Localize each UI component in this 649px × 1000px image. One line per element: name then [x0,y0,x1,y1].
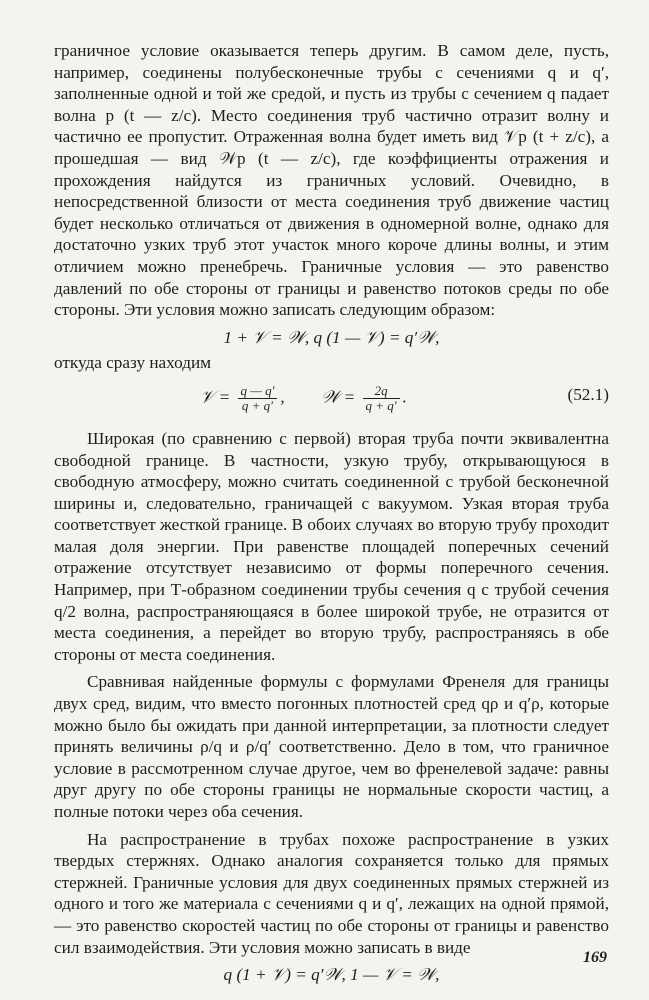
reflection-coefficient-symbol: 𝒱 = [200,387,231,407]
formula-separator: , [280,387,285,407]
formula-boundary-equations: 1 + 𝒱 = 𝒲, q (1 — 𝒱) = q′𝒲, [223,327,440,347]
equation-number: (52.1) [567,384,609,404]
transmission-denominator: q + q′ [365,397,397,413]
transmission-coefficient-symbol: 𝒲 = [321,387,356,407]
reflection-denominator: q + q′ [241,397,274,413]
paragraph-boundary-conditions: граничное условие оказывается теперь другим. В самом деле, пусть, например, соединены полубесконечные трубы с сечениями q и q′, заполненные одной и той же средой, и пусть из трубы с сечением q падает волна p (t — z/c). Место соединения труб частично отразит волну и частично ее пропустит. Отраженная волна будет иметь вид 𝒱p (t + z/c), а прошедшая — вид 𝒲p (t — z/c), где коэффициенты отражения и прохождения найдутся из граничных условий. Очевидно, в непосредственной близости от места соединения труб движение частиц будет несколько отличаться от движения в одномерной волне, однако для достаточно узких труб этот участок много короче длины волны, и этим отличием можно пренебречь. Граничные условия — это равенство давлений по обе стороны от границы и равенство потоков среды по обе стороны. Эти условия можно записать следующим образом: [54,41,609,320]
reflection-fraction [238,384,278,413]
paragraph-wide-narrow-tubes: Широкая (по сравнению с первой) вторая труба почти эквивалентна свободной границе. В частности, узкую трубу, открывающуюся в свободную атмосферу, можно считать соединенной с трубой бесконечной ширины и, следовательно, граничащей с вакуумом. Узкая вторая труба соответствует жесткой границе. В обоих случаях во вторую трубу проходит малая доля энергии. При равенстве площадей поперечных сечений отражение отсутствует независимо от формы поперечного сечения. Например, при Т-образном соединении трубы сечения q с трубой сечения q/2 волна, распространяющаяся в более широкой трубе, не отразится от места соединения, а перейдет во вторую трубу, распространяясь в обе стороны от места соединения. [54,428,609,664]
page-number: 169 [583,949,607,966]
formula-end-period: . [402,387,407,407]
paragraph-fresnel-comparison: Сравнивая найденные формулы с формулами Френеля для границы двух сред, видим, что вместо погонных плотностей сред qρ и q′ρ, которые можно было бы ожидать при данной интерпретации, за плотности следует принять величины ρ/q и ρ/q′ соответственно. Дело в том, что граничное условие в рассмотренном случае другое, чем во френелевой задаче: равны друг другу по обе стороны границы не нормальные скорости частиц, а полные потоки через оба сечения. [54,672,609,821]
text-find-coefficients: откуда сразу находим [54,353,212,373]
formula-52-1-expression [200,384,407,413]
formula-reflection-transmission [54,378,609,414]
reflection-numerator: q — q′ [238,384,278,399]
formula-rod-conditions: q (1 + 𝒱) = q′𝒲, 1 — 𝒱 = 𝒲, [223,965,440,985]
paragraph-solid-rods: На распространение в трубах похоже распространение в узких твердых стержнях. Однако аналогия сохраняется только для прямых стержней. Граничные условия для двух соединенных прямых стержней из одного и того же материала с сечениями q и q′, лежащих на одной прямой, — это равенство скоростей частиц по обе стороны от границы и равенство сил взаимодействия. Эти условия можно записать в виде [54,829,609,957]
transmission-fraction [363,384,400,413]
transmission-numerator: 2q [363,384,400,399]
